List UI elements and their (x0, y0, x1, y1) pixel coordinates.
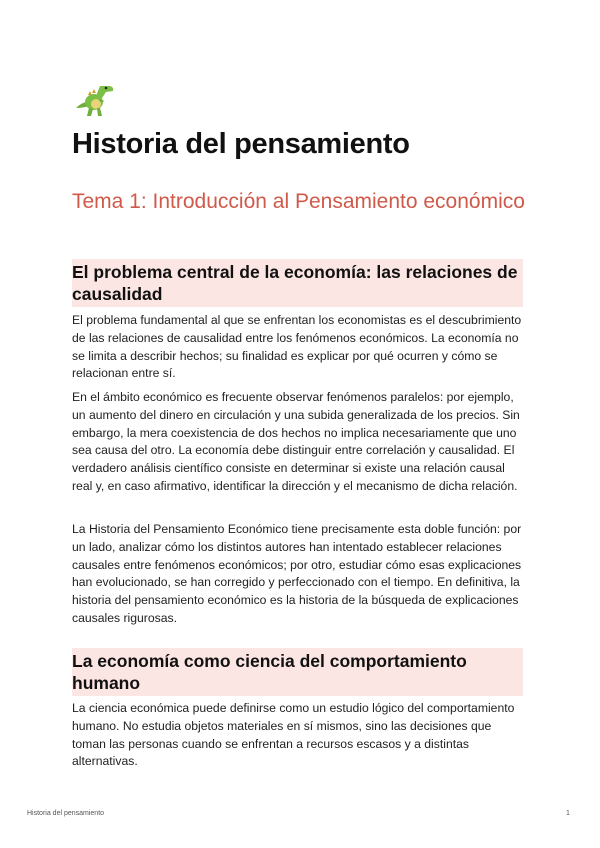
topic-heading: Tema 1: Introducción al Pensamiento económico (72, 190, 525, 213)
page-number: 1 (566, 810, 570, 817)
document-title: Historia del pensamiento (72, 128, 410, 160)
footer-document-title: Historia del pensamiento (27, 810, 105, 817)
paragraph: En el ámbito económico es frecuente observar fenómenos paralelos: por ejemplo, un aumento del dinero en circulación y una subida generalizada de los precios. Sin embargo, la mera coexistencia de dos hechos no implica necesariamente que uno sea causa del otro. La economía debe distinguir entre correlación y causalidad. El verdadero análisis científico consiste en determinar si existe una relación causal real y, en caso afirmativo, identificar la dirección y el mecanismo de dicha relación. (72, 390, 520, 493)
paragraph: La Historia del Pensamiento Económico tiene precisamente esta doble función: por un lado, analizar cómo los distintos autores han intentado establecer relaciones causales entre fenómenos económicos; por otro, estudiar cómo esas explicaciones han evolucionado, se han corregido y perfeccionado con el tiempo. En definitiva, la historia del pensamiento económico es la historia de la búsqueda de explicaciones causales rigurosas. (72, 522, 522, 625)
paragraph: El problema fundamental al que se enfrentan los economistas es el descubrimiento de las relaciones de causalidad entre los fenómenos económicos. La economía no se limita a describir hechos; su finalidad es explicar por qué ocurren y cómo se relacionan entre sí. (72, 313, 522, 381)
paragraph: La ciencia económica puede definirse como un estudio lógico del comportamiento humano. No estudia objetos materiales en sí mismos, sino las decisiones que toman las personas cuando se enfrentan a recursos escasos y a distintas alternativas. (72, 701, 515, 769)
section-heading-causalidad: El problema central de la economía: las relaciones de causalidad (72, 259, 523, 307)
dinosaur-icon (72, 78, 116, 118)
section-heading-comportamiento: La economía como ciencia del comportamiento humano (72, 648, 523, 696)
